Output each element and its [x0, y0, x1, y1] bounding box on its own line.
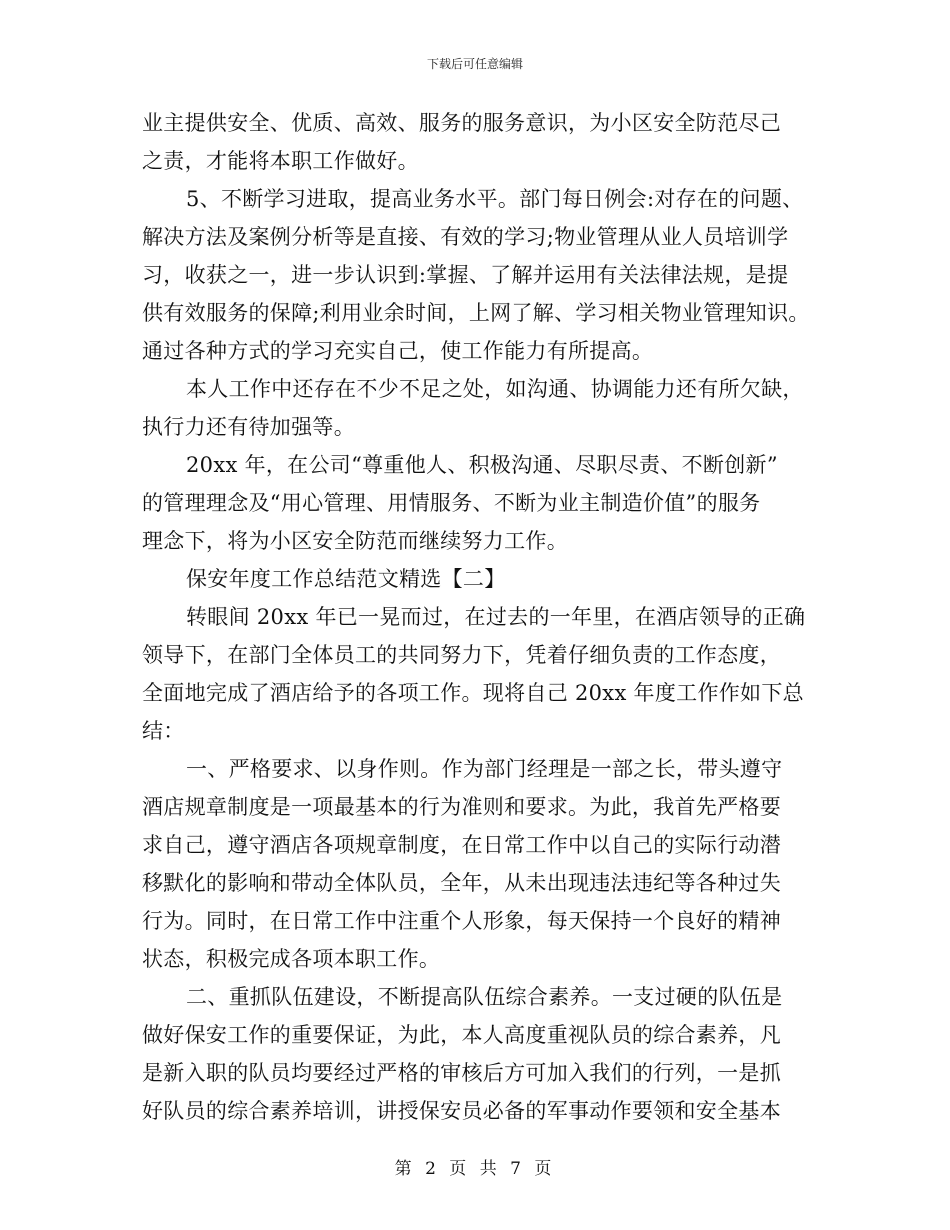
text-line: 二、重抓队伍建设，不断提高队伍综合素养。一支过硬的队伍是: [186, 985, 783, 1009]
text-line: 酒店规章制度是一项最基本的行为准则和要求。为此，我首先严格要: [142, 795, 781, 819]
text-line: 移默化的影响和带动全体队员，全年，从未出现违法违纪等各种过失: [142, 871, 781, 895]
text-line: 做好保安工作的重要保证，为此，本人高度重视队员的综合素养，凡: [142, 1023, 781, 1047]
text-line: 解决方法及案例分析等是直接、有效的学习;物业管理从业人员培训学: [142, 225, 789, 249]
text-line: 业主提供安全、优质、高效、服务的服务意识，为小区安全防范尽己: [142, 111, 781, 135]
text-line: 5、不断学习进取，提高业务水平。部门每日例会:对存在的问题、: [186, 187, 804, 211]
text-line: 之责，才能将本职工作做好。: [142, 149, 419, 173]
text-line: 一、严格要求、以身作则。作为部门经理是一部之长，带头遵守: [186, 757, 783, 781]
text-line: 领导下，在部门全体员工的共同努力下，凭着仔细负责的工作态度，: [142, 643, 781, 667]
text-line: 的管理理念及“用心管理、用情服务、不断为业主制造价值”的服务: [142, 491, 761, 515]
text-line: 供有效服务的保障;利用业余时间，上网了解、学习相关物业管理知识。: [142, 301, 810, 325]
text-line: 20xx 年，在公司“尊重他人、积极沟通、尽职尽责、不断创新”: [186, 453, 778, 477]
page-header: 下载后可任意编辑: [426, 57, 523, 71]
text-line: 结：: [142, 719, 185, 743]
text-line: 行为。同时，在日常工作中注重个人形象，每天保持一个良好的精神: [142, 909, 781, 933]
text-line: 保安年度工作总结范文精选【二】: [186, 567, 506, 591]
text-line: 求自己，遵守酒店各项规章制度，在日常工作中以自己的实际行动潜: [142, 833, 781, 857]
document-body: [142, 104, 822, 1130]
text-line: 全面地完成了酒店给予的各项工作。现将自己 20xx 年度工作作如下总: [142, 681, 804, 705]
text-line: 转眼间 20xx 年已一晃而过，在过去的一年里，在酒店领导的正确: [186, 605, 806, 629]
text-line: 习，收获之一，进一步认识到:掌握、了解并运用有关法律法规，是提: [142, 263, 789, 287]
text-line: 通过各种方式的学习充实自己，使工作能力有所提高。: [142, 339, 654, 363]
text-line: 执行力还有待加强等。: [142, 415, 355, 439]
text-line: 本人工作中还存在不少不足之处，如沟通、协调能力还有所欠缺，: [186, 377, 804, 401]
text-line: 状态，积极完成各项本职工作。: [142, 947, 441, 971]
page-number: 第 2 页 共 7 页: [394, 1159, 556, 1179]
text-line: 理念下，将为小区安全防范而继续努力工作。: [142, 529, 568, 553]
text-line: 好队员的综合素养培训，讲授保安员必备的军事动作要领和安全基本: [142, 1099, 781, 1123]
text-line: 是新入职的队员均要经过严格的审核后方可加入我们的行列，一是抓: [142, 1061, 781, 1085]
